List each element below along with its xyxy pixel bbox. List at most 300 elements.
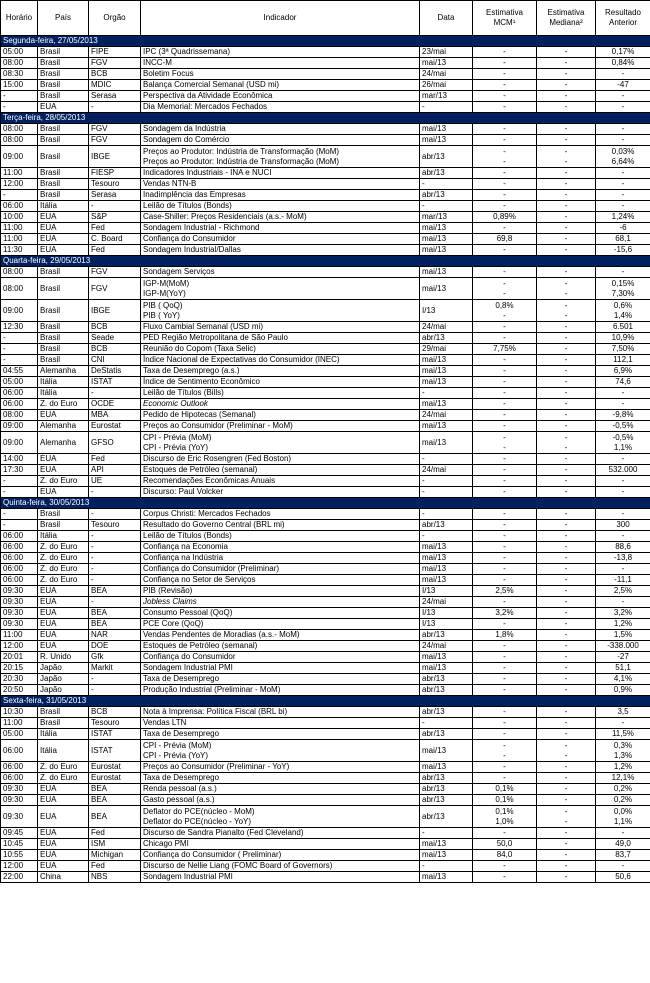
cell-data: mai/13 (420, 245, 473, 256)
cell-estimativa-mcm (473, 707, 537, 718)
cell-pais: Brasil (38, 168, 89, 179)
cell-indicador (141, 762, 420, 773)
cell-resultado-anterior-line: - (621, 190, 625, 199)
cell-resultado-anterior-line: 1,4% (613, 310, 633, 320)
cell-data: - (420, 487, 473, 498)
cell-horario: - (1, 509, 38, 520)
cell-horario: 05:00 (1, 47, 38, 58)
cell-estimativa-mediana (537, 190, 596, 201)
cell-estimativa-mediana-line: - (564, 729, 568, 738)
cell-horario: 06:00 (1, 542, 38, 553)
cell-estimativa-mediana (537, 91, 596, 102)
table-row (1, 234, 650, 245)
cell-resultado-anterior-line: 0,6% (613, 300, 633, 310)
cell-resultado-anterior-line: 2,5% (613, 586, 633, 595)
cell-indicador-line: Discurso de Sandra Pianalto (Fed Cleveland) (143, 828, 304, 837)
cell-horario: 06:00 (1, 388, 38, 399)
cell-horario: 10:55 (1, 850, 38, 861)
cell-orgao: API (89, 465, 141, 476)
cell-orgao: - (89, 674, 141, 685)
cell-estimativa-mediana-line: - (564, 816, 568, 826)
cell-estimativa-mediana (537, 806, 596, 828)
col-indicador: Indicador (141, 1, 420, 36)
cell-estimativa-mcm (473, 300, 537, 322)
day-section-header (1, 256, 650, 267)
cell-estimativa-mcm-line: - (503, 762, 506, 771)
cell-resultado-anterior-line: 0,03% (611, 146, 635, 156)
cell-estimativa-mediana (537, 619, 596, 630)
table-row (1, 773, 650, 784)
cell-estimativa-mediana-line: - (564, 762, 568, 771)
cell-data: - (420, 102, 473, 113)
cell-resultado-anterior (596, 872, 650, 883)
cell-estimativa-mediana (537, 399, 596, 410)
cell-pais: Itália (38, 201, 89, 212)
cell-pais: Alemanha (38, 421, 89, 432)
cell-resultado-anterior-line: 1,5% (613, 630, 633, 639)
cell-resultado-anterior (596, 850, 650, 861)
cell-pais: R. Unido (38, 652, 89, 663)
cell-resultado-anterior-line: 3,5 (617, 707, 629, 716)
cell-resultado-anterior (596, 839, 650, 850)
cell-estimativa-mediana (537, 630, 596, 641)
cell-estimativa-mcm-line: - (503, 652, 506, 661)
cell-estimativa-mediana-line: - (564, 806, 568, 816)
cell-estimativa-mediana (537, 333, 596, 344)
cell-data: abr/13 (420, 146, 473, 168)
cell-estimativa-mediana (537, 168, 596, 179)
cell-horario: 09:45 (1, 828, 38, 839)
cell-resultado-anterior (596, 520, 650, 531)
cell-data: - (420, 828, 473, 839)
cell-estimativa-mcm-line: - (503, 135, 506, 144)
cell-estimativa-mediana-line: - (564, 278, 568, 288)
cell-pais: EUA (38, 619, 89, 630)
cell-horario: - (1, 91, 38, 102)
cell-indicador (141, 388, 420, 399)
cell-estimativa-mcm-line: - (503, 740, 506, 750)
cell-indicador (141, 366, 420, 377)
cell-resultado-anterior-line: -9,8% (612, 410, 634, 419)
cell-resultado-anterior-line: 4,1% (613, 674, 633, 683)
cell-pais: Brasil (38, 278, 89, 300)
cell-estimativa-mcm (473, 47, 537, 58)
cell-estimativa-mcm-line: - (503, 310, 506, 320)
cell-horario: - (1, 487, 38, 498)
cell-pais: EUA (38, 465, 89, 476)
cell-pais: Brasil (38, 707, 89, 718)
cell-indicador (141, 201, 420, 212)
cell-indicador-line: Sondagem Industrial PMI (143, 663, 233, 672)
cell-estimativa-mcm (473, 861, 537, 872)
cell-resultado-anterior (596, 729, 650, 740)
cell-indicador (141, 564, 420, 575)
cell-estimativa-mediana (537, 872, 596, 883)
cell-resultado-anterior (596, 190, 650, 201)
cell-resultado-anterior-line: - (621, 487, 625, 496)
cell-resultado-anterior-line: 0,0% (613, 806, 633, 816)
cell-indicador (141, 223, 420, 234)
cell-resultado-anterior-line: 1,2% (613, 619, 633, 628)
cell-horario: 14:00 (1, 454, 38, 465)
cell-orgao: Serasa (89, 190, 141, 201)
cell-estimativa-mcm-line: - (503, 707, 506, 716)
cell-orgao: FGV (89, 58, 141, 69)
cell-estimativa-mcm-line: - (503, 828, 506, 837)
cell-pais: EUA (38, 850, 89, 861)
col-resultado-anterior: Resultado Anterior (596, 1, 650, 36)
cell-indicador (141, 69, 420, 80)
cell-horario: - (1, 333, 38, 344)
cell-pais: Itália (38, 531, 89, 542)
cell-resultado-anterior (596, 201, 650, 212)
cell-estimativa-mcm (473, 410, 537, 421)
cell-horario: 11:00 (1, 223, 38, 234)
cell-indicador-line: Leilão de Títulos (Bonds) (143, 201, 232, 210)
cell-estimativa-mcm-line: - (503, 465, 506, 474)
cell-estimativa-mediana (537, 476, 596, 487)
cell-pais: Z. do Euro (38, 575, 89, 586)
cell-horario: 06:00 (1, 553, 38, 564)
cell-estimativa-mediana (537, 531, 596, 542)
cell-resultado-anterior-line: - (621, 124, 625, 133)
cell-estimativa-mcm-line: - (503, 190, 506, 199)
cell-indicador-line: Perspectiva da Atividade Econômica (143, 91, 273, 100)
table-row (1, 245, 650, 256)
cell-estimativa-mediana-line: - (564, 750, 568, 760)
cell-estimativa-mediana-line: - (564, 509, 568, 518)
cell-orgao: - (89, 564, 141, 575)
cell-resultado-anterior (596, 267, 650, 278)
cell-resultado-anterior-line: 7,50% (611, 344, 635, 353)
cell-orgao: FGV (89, 267, 141, 278)
cell-resultado-anterior (596, 388, 650, 399)
cell-resultado-anterior (596, 146, 650, 168)
cell-estimativa-mediana (537, 201, 596, 212)
cell-estimativa-mcm-line: - (503, 179, 506, 188)
cell-orgao: BCB (89, 707, 141, 718)
cell-estimativa-mcm (473, 795, 537, 806)
cell-estimativa-mediana-line: - (564, 674, 568, 683)
cell-resultado-anterior (596, 663, 650, 674)
cell-horario: 08:00 (1, 58, 38, 69)
cell-resultado-anterior (596, 322, 650, 333)
cell-estimativa-mediana-line: - (564, 135, 568, 144)
cell-indicador-line: IGP-M(YoY) (143, 288, 186, 298)
cell-resultado-anterior (596, 278, 650, 300)
cell-indicador-line: Jobless Claims (143, 597, 197, 606)
cell-orgao: ISTAT (89, 729, 141, 740)
cell-estimativa-mcm-line: - (503, 201, 506, 210)
col-orgao: Orgão (89, 1, 141, 36)
cell-estimativa-mcm (473, 564, 537, 575)
cell-estimativa-mcm-line: 1,0% (495, 816, 514, 826)
cell-resultado-anterior-line: 6.501 (612, 322, 634, 331)
cell-resultado-anterior-line: -11,1 (614, 575, 632, 584)
cell-resultado-anterior-line: - (621, 531, 625, 540)
cell-estimativa-mediana-line: - (564, 366, 568, 375)
cell-pais: Itália (38, 377, 89, 388)
cell-estimativa-mediana-line: - (564, 146, 568, 156)
cell-estimativa-mcm-line: - (503, 355, 506, 364)
cell-estimativa-mediana (537, 454, 596, 465)
cell-resultado-anterior-line: -47 (617, 80, 629, 89)
cell-estimativa-mediana-line: - (564, 663, 568, 672)
cell-indicador-line: Preços ao Produtor: Indústria de Transformação (MoM) (143, 156, 340, 166)
cell-resultado-anterior (596, 861, 650, 872)
table-row (1, 333, 650, 344)
cell-indicador (141, 740, 420, 762)
cell-pais: EUA (38, 861, 89, 872)
cell-estimativa-mcm (473, 234, 537, 245)
cell-resultado-anterior (596, 410, 650, 421)
cell-resultado-anterior-line: 0,9% (613, 685, 633, 694)
cell-pais: Brasil (38, 300, 89, 322)
cell-estimativa-mediana (537, 102, 596, 113)
cell-estimativa-mcm (473, 58, 537, 69)
cell-resultado-anterior (596, 179, 650, 190)
table-row (1, 707, 650, 718)
cell-orgao: OCDE (89, 399, 141, 410)
cell-estimativa-mediana-line: - (564, 442, 568, 452)
cell-indicador (141, 531, 420, 542)
cell-resultado-anterior-line: -6 (619, 223, 627, 232)
cell-indicador-line: Confiança do Consumidor (143, 652, 236, 661)
cell-data: abr/13 (420, 630, 473, 641)
cell-estimativa-mcm-line: - (503, 47, 506, 56)
cell-estimativa-mcm-line: - (503, 597, 506, 606)
cell-pais: Brasil (38, 146, 89, 168)
cell-resultado-anterior-line: 0,84% (611, 58, 635, 67)
cell-data: mai/13 (420, 652, 473, 663)
col-estimativa-mcm: Estimativa MCM¹ (473, 1, 537, 36)
cell-estimativa-mediana-line: - (564, 333, 568, 342)
cell-data: mar/13 (420, 91, 473, 102)
cell-resultado-anterior-line: - (621, 69, 625, 78)
cell-indicador-line: Economic Outlook (143, 399, 208, 408)
table-row (1, 102, 650, 113)
cell-estimativa-mediana-line: - (564, 861, 568, 870)
cell-resultado-anterior-line: - (621, 509, 625, 518)
cell-estimativa-mcm (473, 168, 537, 179)
cell-resultado-anterior (596, 740, 650, 762)
cell-estimativa-mcm-line: - (503, 685, 506, 694)
table-row (1, 146, 650, 168)
cell-estimativa-mcm-line: - (503, 333, 506, 342)
cell-indicador (141, 586, 420, 597)
cell-estimativa-mcm-line: - (503, 861, 506, 870)
cell-indicador-line: Dia Memorial: Mercados Fechados (143, 102, 268, 111)
cell-data: mai/13 (420, 223, 473, 234)
cell-data: 24/mai (420, 322, 473, 333)
cell-indicador-line: Reunião do Copom (Taxa Selic) (143, 344, 256, 353)
cell-estimativa-mcm (473, 179, 537, 190)
cell-orgao: - (89, 487, 141, 498)
cell-pais: EUA (38, 806, 89, 828)
day-section-header (1, 113, 650, 124)
table-row (1, 564, 650, 575)
cell-horario: 06:00 (1, 201, 38, 212)
cell-indicador (141, 421, 420, 432)
cell-indicador (141, 773, 420, 784)
cell-estimativa-mcm-line: - (503, 750, 506, 760)
cell-horario: 11:00 (1, 630, 38, 641)
cell-estimativa-mediana-line: - (564, 718, 568, 727)
cell-pais: EUA (38, 410, 89, 421)
cell-estimativa-mediana (537, 520, 596, 531)
cell-estimativa-mediana-line: - (564, 872, 568, 881)
cell-resultado-anterior-line: - (621, 388, 625, 397)
cell-indicador (141, 861, 420, 872)
cell-data: mai/13 (420, 355, 473, 366)
cell-horario: 10:30 (1, 707, 38, 718)
cell-horario: 12:00 (1, 179, 38, 190)
cell-resultado-anterior (596, 575, 650, 586)
cell-resultado-anterior-line: 0,17% (611, 47, 635, 56)
cell-resultado-anterior (596, 366, 650, 377)
cell-resultado-anterior-line: 3,2% (613, 608, 633, 617)
cell-estimativa-mcm (473, 223, 537, 234)
cell-estimativa-mediana (537, 344, 596, 355)
cell-pais: Brasil (38, 267, 89, 278)
cell-horario: 11:00 (1, 718, 38, 729)
cell-estimativa-mcm-line: - (503, 366, 506, 375)
cell-data: mar/13 (420, 212, 473, 223)
cell-indicador (141, 663, 420, 674)
col-estimativa-mediana: Estimativa Mediana² (537, 1, 596, 36)
cell-estimativa-mcm (473, 839, 537, 850)
cell-orgao: - (89, 102, 141, 113)
cell-data: abr/13 (420, 333, 473, 344)
cell-estimativa-mediana (537, 718, 596, 729)
cell-estimativa-mediana-line: - (564, 740, 568, 750)
cell-resultado-anterior-line: - (621, 828, 625, 837)
cell-estimativa-mediana (537, 641, 596, 652)
cell-resultado-anterior-line: 50,6 (615, 872, 631, 881)
cell-indicador (141, 641, 420, 652)
cell-estimativa-mcm-line: - (503, 58, 506, 67)
cell-horario: 20:30 (1, 674, 38, 685)
cell-indicador-line: IPC (3ª Quadrissemana) (143, 47, 230, 56)
table-row (1, 597, 650, 608)
cell-indicador (141, 344, 420, 355)
table-row (1, 553, 650, 564)
cell-indicador-line: CPI - Prévia (YoY) (143, 750, 209, 760)
cell-data: abr/13 (420, 795, 473, 806)
cell-data: mai/13 (420, 399, 473, 410)
cell-estimativa-mcm-line: - (503, 773, 506, 782)
table-row (1, 135, 650, 146)
cell-estimativa-mediana (537, 674, 596, 685)
cell-resultado-anterior (596, 212, 650, 223)
table-row (1, 465, 650, 476)
cell-estimativa-mcm-line: - (503, 288, 506, 298)
cell-horario: 15:00 (1, 80, 38, 91)
cell-estimativa-mcm (473, 740, 537, 762)
cell-horario: 22:00 (1, 872, 38, 883)
cell-estimativa-mcm (473, 652, 537, 663)
cell-indicador-line: PCE Core (QoQ) (143, 619, 204, 628)
cell-indicador-line: Inadimplência das Empresas (143, 190, 246, 199)
col-pais: País (38, 1, 89, 36)
cell-orgao: - (89, 542, 141, 553)
cell-data: mai/13 (420, 663, 473, 674)
cell-indicador (141, 806, 420, 828)
cell-estimativa-mediana-line: - (564, 784, 568, 793)
cell-estimativa-mediana (537, 509, 596, 520)
cell-horario: 06:00 (1, 773, 38, 784)
cell-pais: Z. do Euro (38, 773, 89, 784)
cell-indicador (141, 454, 420, 465)
cell-horario: 06:00 (1, 564, 38, 575)
cell-resultado-anterior-line: 1,24% (611, 212, 635, 221)
cell-data: - (420, 531, 473, 542)
cell-pais: EUA (38, 487, 89, 498)
cell-resultado-anterior (596, 333, 650, 344)
cell-indicador (141, 91, 420, 102)
table-row (1, 124, 650, 135)
cell-orgao: BEA (89, 586, 141, 597)
cell-estimativa-mcm (473, 399, 537, 410)
cell-estimativa-mediana-line: - (564, 619, 568, 628)
cell-pais: Brasil (38, 520, 89, 531)
cell-estimativa-mcm (473, 355, 537, 366)
cell-estimativa-mediana-line: - (564, 344, 568, 353)
cell-data: 24/mai (420, 410, 473, 421)
cell-estimativa-mediana (537, 410, 596, 421)
cell-data: - (420, 388, 473, 399)
cell-orgao: BEA (89, 608, 141, 619)
cell-resultado-anterior-line: - (621, 179, 625, 188)
cell-estimativa-mediana-line: - (564, 795, 568, 804)
cell-estimativa-mediana (537, 355, 596, 366)
cell-resultado-anterior (596, 564, 650, 575)
table-row (1, 795, 650, 806)
cell-pais: Z. do Euro (38, 476, 89, 487)
cell-pais: Z. do Euro (38, 399, 89, 410)
cell-horario: - (1, 476, 38, 487)
cell-resultado-anterior (596, 58, 650, 69)
cell-pais: Japão (38, 663, 89, 674)
cell-resultado-anterior-line: - (621, 267, 625, 276)
cell-estimativa-mediana-line: - (564, 102, 568, 111)
cell-estimativa-mcm-line: 1,8% (495, 630, 514, 639)
cell-resultado-anterior (596, 124, 650, 135)
cell-pais: Japão (38, 674, 89, 685)
cell-estimativa-mcm (473, 828, 537, 839)
cell-orgao: S&P (89, 212, 141, 223)
cell-data: - (420, 718, 473, 729)
cell-resultado-anterior (596, 586, 650, 597)
cell-estimativa-mcm (473, 80, 537, 91)
cell-estimativa-mediana-line: - (564, 487, 568, 496)
cell-estimativa-mcm (473, 245, 537, 256)
cell-data: mai/13 (420, 553, 473, 564)
cell-resultado-anterior-line: 68,1 (615, 234, 631, 243)
cell-resultado-anterior-line: 0,3% (613, 740, 633, 750)
cell-indicador (141, 520, 420, 531)
cell-data: mai/13 (420, 762, 473, 773)
cell-estimativa-mcm-line: - (503, 69, 506, 78)
cell-resultado-anterior-line: 1,1% (613, 442, 633, 452)
cell-estimativa-mediana-line: - (564, 300, 568, 310)
cell-resultado-anterior-line: - (621, 168, 625, 177)
cell-estimativa-mediana (537, 388, 596, 399)
cell-pais: Brasil (38, 718, 89, 729)
cell-estimativa-mcm-line: 0,8% (495, 300, 514, 310)
table-row (1, 828, 650, 839)
cell-estimativa-mediana (537, 784, 596, 795)
